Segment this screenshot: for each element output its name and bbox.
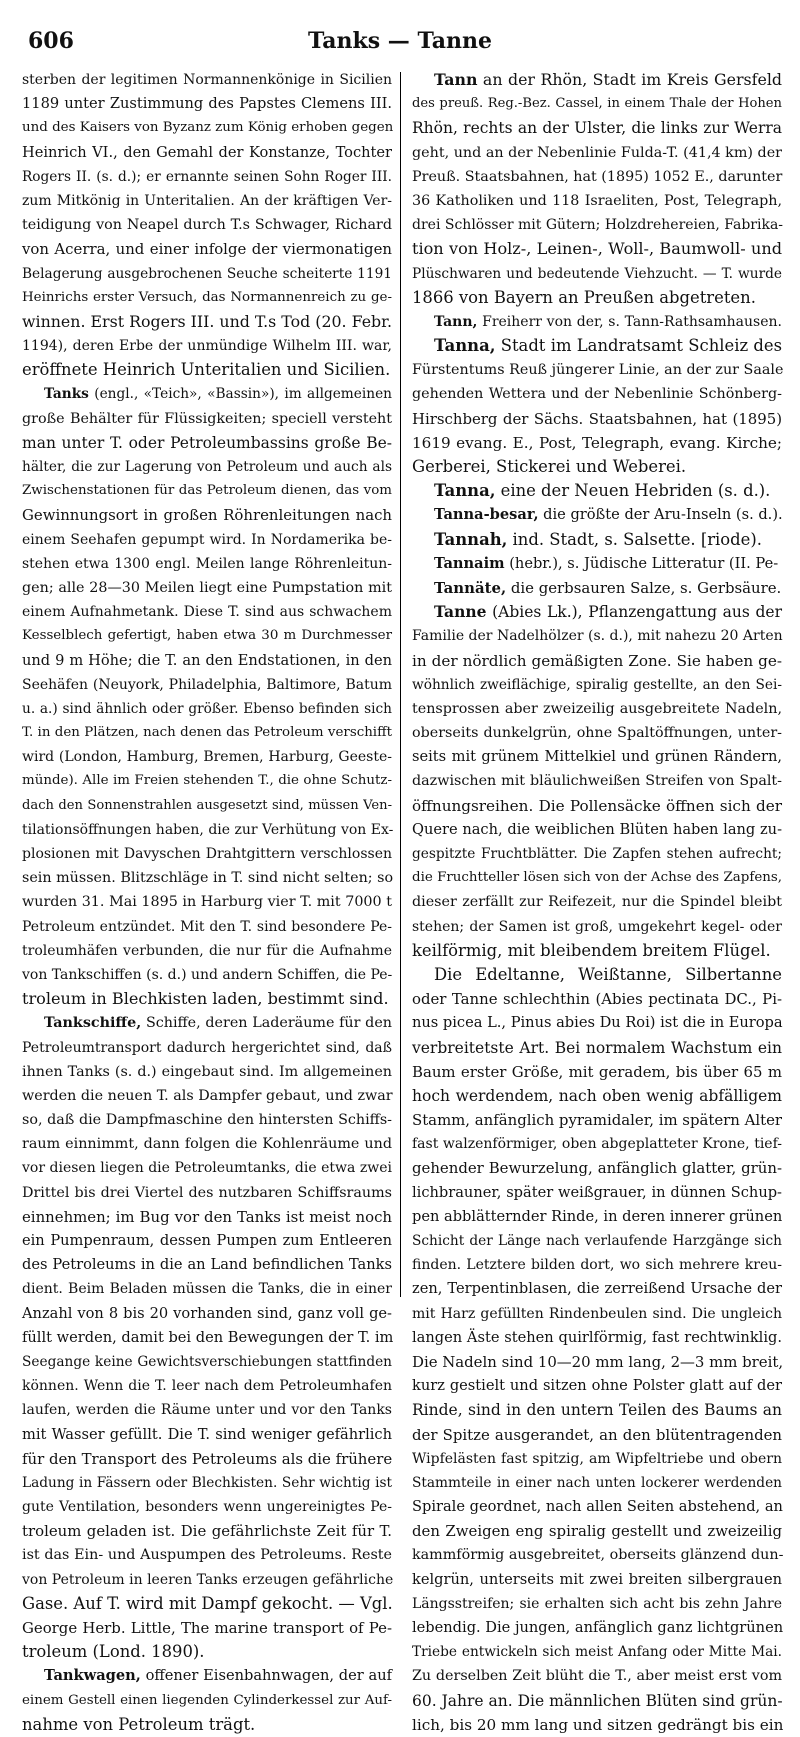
line-text: Familie der Nadelhölzer (s. d.), mit nahezu 20 Arten [412,628,783,645]
text-line [22,1689,392,1713]
text-line [412,1060,782,1084]
text-line [22,213,392,237]
text-line [22,1302,392,1326]
line-text: geht, und an der Nebenlinie Fulda-T. (41,4 km) der [412,144,782,161]
text-line [22,407,392,431]
text-line [412,1229,782,1253]
text-line [412,649,782,673]
line-text: tion von Holz-, Leinen-, Woll-, Baumwoll- und [412,239,782,259]
line-text: seits mit grünem Mittelkiel und grünen Rändern, [412,748,782,766]
text-line [412,1156,782,1180]
line-text: stehen; der Samen ist groß, umgekehrt kegel- oder [412,918,782,935]
text-line [22,866,392,890]
text-line [412,673,782,697]
line-text: langen Äste stehen quirlförmig, fast rechtwinklig. [412,1328,782,1346]
text-line [22,286,392,310]
text-line [22,1519,392,1543]
line-text: ist das Ein- und Auspumpen des Petroleums. Reste [22,1547,392,1564]
line-text: lich, bis 20 mm lang und sitzen gedrängt bis ein [412,1715,784,1734]
text-line [412,1568,782,1592]
line-text: Fürstentums Reuß jüngerer Linie, an der zur Saale [412,362,784,379]
line-text: kurz gestielt und sitzen ohne Polster glatt auf der [412,1377,782,1395]
line-text: die Fruchtteller lösen sich von der Achse des Zapfens, [412,870,782,886]
line-text: Die Edeltanne, Weißtanne, Silbertanne [434,964,782,984]
line-text: Rhön, rechts an der Ulster, die links zur Werra [412,119,782,138]
entry-headword: Tannah, [434,529,508,549]
line-text: dient. Beim Beladen müssen die Tanks, die in einer [22,1281,392,1298]
text-line [412,890,782,914]
entry-headword: Tanne [434,602,487,622]
text-line [22,1036,392,1060]
text-line [412,1302,782,1326]
text-line [412,1374,782,1398]
entry-headword: Tanks [44,386,89,403]
text-line [412,165,782,189]
line-text: 1619 evang. E., Post, Telegraph, evang. Kirche; [412,433,782,452]
line-text: (hebr.), s. Jüdische Litteratur (II. Pe- [504,554,779,572]
text-line [22,1229,392,1253]
line-text: offener Eisenbahnwagen, der auf [140,1667,392,1685]
entry-headword-line [22,1664,392,1688]
line-text: teidigung von Neapel durch T.s Schwager, Richard [22,217,392,234]
text-line [412,1084,782,1108]
line-text: Stadt im Landratsamt Schleiz des [495,336,782,356]
text-line [22,1326,392,1350]
line-text: werden die neuen T. als Dampfer gebaut, und zwar [22,1087,393,1104]
line-text: zen, Terpentinblasen, die zerreißend Ursache der [412,1280,782,1298]
line-text: mit Wasser gefüllt. Die T. sind weniger gefährlich [22,1425,392,1443]
text-line [22,116,392,140]
line-text: gehender Bewurzelung, anfänglich glatter, grün- [412,1159,782,1178]
line-text: Zu derselben Zeit blüht die T., aber meist erst vom [412,1668,782,1685]
text-line [22,1108,392,1132]
line-text: wurden 31. Mai 1895 in Harburg vier T. mit 7000 t [22,894,392,911]
entry-headword-line [412,334,782,358]
text-line [22,1543,392,1567]
text-line [22,431,392,455]
text-line [412,842,782,866]
text-line [412,189,782,213]
line-text: Belagerung ausgebrochenen Seuche scheiterte 1191 [22,265,392,282]
line-text: wöhnlich zweiflächige, spiralig gestellte, an den Sei- [412,676,782,693]
line-text: drei Schlösser mit Gütern; Holzdrehereien, Fabrika- [412,217,784,234]
text-line [22,141,392,165]
text-line [22,1640,392,1664]
text-line [22,1713,392,1737]
line-text: der Spitze ausgerandet, an den blütentragenden [412,1425,782,1444]
text-line [22,1277,392,1301]
text-line [412,721,782,745]
line-text: Spirale geordnet, nach allen Seiten abstehend, an [412,1498,783,1516]
line-text: große Behälter für Flüssigkeiten; speciell versteht [22,410,392,427]
text-line [22,600,392,624]
line-text: Seegange keine Gewichtsverschiebungen stattfinden [22,1353,392,1370]
line-text: Kesselblech gefertigt, haben etwa 30 m Durchmesser [22,628,392,644]
line-text: können. Wenn die T. leer nach dem Petroleumhafen [22,1378,392,1395]
text-line [22,842,392,866]
text-line [412,1036,782,1060]
entry-headword: Tanna, [434,336,496,356]
line-text: von Petroleum in leeren Tanks erzeugen gefährliche [22,1571,394,1588]
text-line [22,334,392,358]
entry-headword: Tanna, [434,481,496,501]
text-line [22,1374,392,1398]
text-line [22,721,392,745]
line-text: hälter, die zur Lagerung von Petroleum und auch als [22,459,392,475]
text-line [412,213,782,237]
line-text: raum einnimmt, dann folgen die Kohlenräume und [22,1136,392,1153]
line-text: sterben der legitimen Normannenkönige in Sicilien [22,72,392,88]
text-line [22,769,392,793]
line-text: 1194), deren Erbe der unmündige Wilhelm III. war, [22,338,392,355]
line-text: die gerbsauren Salze, s. Gerbsäure. [506,578,782,597]
text-line [22,1592,392,1616]
line-text: winnen. Erst Rogers III. und T.s Tod (20. Febr. [22,311,392,331]
line-text: Petroleumtransport dadurch hergerichtet sind, daß [22,1039,392,1056]
entry-headword: Tankschiffe, [44,1015,142,1032]
text-line [412,286,782,310]
text-line [412,358,782,382]
entry-headword: Tannäte, [434,578,507,597]
line-text: finden. Letztere bilden dort, wo sich mehrere kreu- [412,1257,782,1274]
line-text: in der nördlich gemäßigten Zone. Sie haben ge- [412,651,782,670]
text-line [412,745,782,769]
text-line [22,1084,392,1108]
entry-headword-line [22,1011,392,1035]
line-text: sein müssen. Blitzschläge in T. sind nicht selten; so [22,870,394,887]
text-line [412,963,782,987]
text-line [412,262,782,286]
right-column [412,68,784,1734]
line-text: öffnungsreihen. Die Pollensäcke öffnen sich der [412,796,782,815]
line-text: plosionen mit Davyschen Drahtgittern verschlossen [22,846,392,862]
line-text: gen; alle 28—30 Meilen liegt eine Pumpstation mit [22,579,392,596]
line-text: verbreitetste Art. Bei normalem Wachstum ein [412,1038,782,1057]
line-text: nus picea L., Pinus abies Du Roi) ist die in Europa [412,1014,783,1032]
line-text: Gase. Auf T. wird mit Dampf gekocht. — Vgl. [22,1593,393,1613]
text-line [412,407,782,431]
text-line [22,1060,392,1084]
line-text: dazwischen mit bläulichweißen Streifen von Spalt- [412,773,782,790]
text-line [412,455,782,479]
line-text: Rinde, sind in den untern Teilen des Baums an [412,1401,782,1420]
line-text: troleumhäfen verbunden, die nur für die Aufnahme [22,942,392,959]
text-line [22,1132,392,1156]
page-number: 606 [28,28,74,54]
text-line [412,769,782,793]
line-text: Hirschberg der Sächs. Staatsbahnen, hat (1895) [412,409,782,428]
line-text: lichbrauner, später weißgrauer, in dünnen Schup- [412,1183,782,1201]
text-line [412,1011,782,1035]
line-text: einem Seehafen gepumpt wird. In Nordamerika be- [22,531,392,548]
text-line [412,1205,782,1229]
text-line [22,1350,392,1374]
text-line [412,1181,782,1205]
text-line [22,165,392,189]
line-text: Gewinnungsort in großen Röhrenleitungen nach [22,506,392,525]
line-text: münde). Alle im Freien stehenden T., die ohne Schutz- [22,773,392,789]
text-line [412,92,782,116]
line-text: Stammteile in einer nach unten lockerer werdenden [412,1474,782,1491]
text-line [22,1253,392,1277]
text-line [22,649,392,673]
line-text: für den Transport des Petroleums als die frühere [22,1449,393,1468]
text-line [412,1664,782,1688]
text-line [412,794,782,818]
text-line [412,866,782,890]
line-text: troleum geladen ist. Die gefährlichste Zeit für T. [22,1522,392,1541]
line-text: T. in den Plätzen, nach denen das Petroleum verschifft [22,725,392,741]
line-text: vor diesen liegen die Petroleumtanks, die etwa zwei [22,1160,392,1177]
text-line [412,697,782,721]
entry-headword: Tann [434,70,478,89]
line-text: troleum in Blechkisten laden, bestimmt sind. [22,989,389,1009]
text-line [22,1205,392,1229]
line-text: Schiffe, deren Laderäume für den [141,1015,392,1032]
line-text: stehen etwa 1300 engl. Meilen lange Röhrenleitun- [22,555,392,572]
text-line [22,673,392,697]
text-line [22,262,392,286]
line-text: Preuß. Staatsbahnen, hat (1895) 1052 E., darunter [412,168,783,185]
column-divider [400,72,401,1297]
line-text: Heinrich VI., den Gemahl der Konstanze, Tochter [22,143,392,161]
line-text: von Tankschiffen (s. d.) und andern Schiffen, die Pe- [22,966,393,983]
line-text: kammförmig ausgebreitet, oberseits glänzend dun- [412,1547,784,1564]
entry-headword-line [412,576,782,600]
line-text: Triebe entwickeln sich meist Anfang oder Mitte Mai. [412,1644,782,1661]
line-text: laufen, werden die Räume unter und vor den Tanks [22,1402,392,1419]
text-line [22,939,392,963]
entry-headword-line [412,68,782,92]
text-line [22,915,392,939]
line-text: eröffnete Heinrich Unteritalien und Sicilien. [22,360,391,380]
line-text: gehenden Wettera und der Nebenlinie Schönberg- [412,386,782,403]
line-text: fast walzenförmiger, oben abgeplatteter Krone, tief- [412,1136,782,1153]
line-text: ind. Stadt, s. Salsette. [riode). [507,529,762,549]
line-text: hoch werdendem, nach oben wenig abfälligem [412,1086,782,1105]
text-line [22,552,392,576]
line-text: und 9 m Höhe; die T. an den Endstationen, in den [22,651,392,669]
line-text: dieser zerfällt zur Reifezeit, nur die Spindel bleibt [412,894,782,911]
text-line [22,1423,392,1447]
text-line [22,890,392,914]
text-line [22,1156,392,1180]
text-line [412,431,782,455]
entry-headword-line [412,479,782,503]
text-line [22,1495,392,1519]
text-line [22,479,392,503]
line-text: Freiherr von der, s. Tann-Rathsamhausen. [477,313,782,330]
entry-headword-line [412,552,782,576]
entry-headword: Tannaim [434,554,505,572]
line-text: (Abies Lk.), Pflanzengattung aus der [486,603,782,622]
text-line [412,1423,782,1447]
line-text: pen abblätternder Rinde, in deren innerer grünen [412,1207,783,1225]
line-text: Baum erster Größe, mit geradem, bis über 65 m [412,1062,782,1081]
text-line [22,1616,392,1640]
text-line [22,745,392,769]
line-text: die größte der Aru-Inseln (s. d.). [538,506,783,524]
line-text: Stamm, anfänglich pyramidaler, im spätern Alter [412,1111,783,1130]
line-text: eine der Neuen Hebriden (s. d.). [495,481,771,501]
text-line [22,1568,392,1592]
text-line [412,939,782,963]
line-text: tilationsöffnungen haben, die zur Verhütung von Ex- [22,821,394,838]
text-line [22,455,392,479]
line-text: Heinrichs erster Versuch, das Normannenreich zu ge- [22,289,392,305]
line-text: den Zweigen eng spiralig gestellt und zweizeilig [412,1522,782,1541]
text-line [22,794,392,818]
text-line [412,1519,782,1543]
text-line [22,310,392,334]
text-line [412,237,782,261]
line-text: mit Harz gefüllten Rindenbeulen sind. Die ungleich [412,1305,782,1322]
line-text: oberseits dunkelgrün, ohne Spaltöffnungen, unter- [412,725,782,742]
line-text: troleum (Lond. 1890). [22,1642,205,1662]
text-line [412,1689,782,1713]
text-line [412,382,782,406]
text-line [22,237,392,261]
line-text: 36 Katholiken und 118 Israeliten, Post, Telegraph, [412,192,782,209]
text-line [412,1108,782,1132]
line-text: Wipfelästen fast spitzig, am Wipfeltriebe und obern [412,1450,782,1467]
line-text: kelgrün, unterseits mit zwei breiten silbergrauen [412,1570,782,1588]
line-text: Zwischenstationen für das Petroleum dienen, das vom [22,483,392,499]
line-text: u. a.) sind ähnlich oder größer. Ebenso befinden sich [22,700,392,717]
text-line [22,1398,392,1422]
entry-headword: Tann, [434,313,478,330]
text-line [22,189,392,213]
text-line [412,1543,782,1567]
line-text: George Herb. Little, The marine transport of Pe- [22,1619,392,1637]
text-line [22,503,392,527]
text-line [412,915,782,939]
line-text: zum Mitkönig in Unteritalien. An der kräftigen Ver- [22,192,392,209]
page-header [28,24,772,58]
line-text: 1189 unter Zustimmung des Papstes Clemens III. [22,95,392,113]
line-text: gespitzte Fruchtblätter. Die Zapfen stehen aufrecht; [412,846,782,862]
line-text: einem Gestell einen liegenden Cylinderkessel zur Auf- [22,1692,392,1708]
line-text: ihnen Tanks (s. d.) eingebaut sind. Im allgemeinen [22,1063,392,1080]
text-line [22,576,392,600]
text-line [22,1471,392,1495]
line-text: Ladung in Fässern oder Blechkisten. Sehr wichtig ist [22,1474,392,1491]
line-text: Petroleum entzündet. Mit den T. sind besondere Pe- [22,918,392,935]
text-line [412,116,782,140]
line-text: einem Aufnahmetank. Diese T. sind aus schwachem [22,604,392,621]
entry-headword-line [412,600,782,624]
text-line [412,1398,782,1422]
entry-headword-line [22,382,392,406]
entry-headword-line [412,528,782,552]
text-line [22,697,392,721]
text-line [412,1277,782,1301]
line-text: 1866 von Bayern an Preußen abgetreten. [412,287,756,307]
running-title: Tanks — Tanne [308,28,492,54]
line-text: gute Ventilation, besonders wenn ungereinigtes Pe- [22,1499,392,1516]
text-line [412,818,782,842]
line-text: Rogers II. (s. d.); er ernannte seinen Sohn Roger III. [22,168,392,185]
line-text: und des Kaisers von Byzanz zum König erhoben gegen [22,120,394,136]
line-text: nahme von Petroleum trägt. [22,1714,256,1734]
entry-headword-line [412,310,782,334]
entry-headword: Tankwagen, [44,1667,141,1685]
line-text: tensprossen aber zweizeilig ausgebreitete Nadeln, [412,700,782,717]
text-line [22,624,392,648]
text-line [412,1447,782,1471]
line-text: Die Nadeln sind 10—20 mm lang, 2—3 mm breit, [412,1352,784,1371]
line-text: man unter T. oder Petroleumbassins große Be- [22,433,392,452]
text-line [412,1616,782,1640]
line-text: lebendig. Die jungen, anfänglich ganz lichtgrünen [412,1619,784,1636]
line-text: an der Rhön, Stadt im Kreis Gersfeld [477,70,782,89]
text-line [412,1640,782,1664]
text-line [412,1592,782,1616]
line-text: des Petroleums in die an Land befindlichen Tanks [22,1256,392,1274]
line-text: Seehäfen (Neuyork, Philadelphia, Baltimore, Batum [22,676,392,693]
text-line [22,1181,392,1205]
line-text: füllt werden, damit bei den Bewegungen der T. im [22,1328,394,1346]
line-text: Gerberei, Stickerei und Weberei. [412,457,687,476]
text-line [412,1326,782,1350]
line-text: Schicht der Länge nach verlaufende Harzgänge sich [412,1233,782,1249]
line-text: (engl., «Teich», «Bassin»), im allgemeinen [88,386,392,403]
entry-headword-line [412,503,782,527]
line-text: Quere nach, die weiblichen Blüten haben lang zu- [412,820,782,838]
text-line [22,987,392,1011]
text-line [412,141,782,165]
line-text: wird (London, Hamburg, Bremen, Harburg, Geeste- [22,749,392,766]
text-line [412,987,782,1011]
line-text: dach den Sonnenstrahlen ausgesetzt sind, müssen Ven- [22,797,392,813]
line-text: 60. Jahre an. Die männlichen Blüten sind grün- [412,1691,783,1710]
text-line [412,1350,782,1374]
text-line [412,1253,782,1277]
text-line [22,963,392,987]
line-text: Anzahl von 8 bis 20 vorhanden sind, ganz voll ge- [22,1304,392,1322]
text-line [22,92,392,116]
text-line [22,1447,392,1471]
line-text: Längsstreifen; sie erhalten sich acht bis zehn Jahre [412,1595,782,1612]
line-text: Drittel bis drei Viertel des nutzbaren Schiffsraums [22,1184,392,1201]
line-text: keilförmig, mit bleibendem breitem Flügel. [412,940,771,960]
line-text: einnehmen; im Bug vor den Tanks ist meist noch [22,1207,392,1226]
text-line [412,1713,782,1737]
text-line [412,1495,782,1519]
entry-headword: Tanna-besar, [434,506,539,524]
line-text: des preuß. Reg.-Bez. Cassel, in einem Thale der Hohen [412,96,782,112]
text-line [412,1471,782,1495]
line-text: ein Pumpenraum, dessen Pumpen zum Entleeren [22,1232,392,1249]
line-text: von Acerra, und einer infolge der viermonatigen [22,240,392,259]
left-column [22,68,394,1734]
line-text: so, daß die Dampfmaschine den hintersten Schiffs- [22,1112,392,1129]
text-line [22,358,392,382]
text-line [412,624,782,648]
line-text: Plüschwaren und bedeutende Viehzucht. — T. wurde [412,265,782,282]
line-text: oder Tanne schlechthin (Abies pectinata DC., Pi- [412,990,782,1009]
text-line [22,528,392,552]
text-line [22,68,392,92]
text-line [412,1132,782,1156]
text-line [22,818,392,842]
